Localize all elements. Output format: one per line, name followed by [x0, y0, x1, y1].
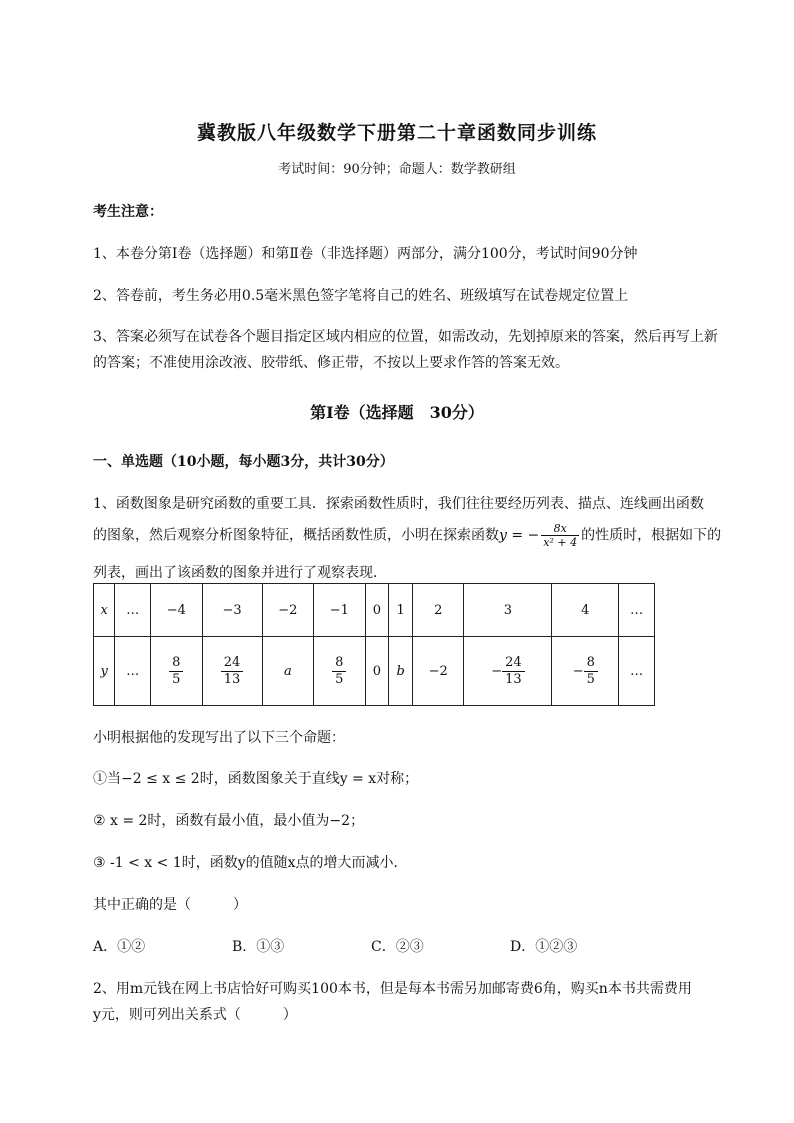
option-b[interactable]: B．①③ — [232, 939, 285, 955]
option-a[interactable]: A．①② — [93, 939, 146, 955]
table-fraction — [221, 655, 244, 688]
table-cell-x: … — [115, 584, 151, 637]
table-cell-y: … — [115, 637, 151, 706]
q1-line-2-b: 的性质时，根据如下的 — [581, 527, 722, 544]
table-fraction — [332, 655, 346, 688]
proposition-2: ② x = 2时，函数有最小值，最小值为−2； — [93, 813, 365, 829]
fraction-sign: − — [572, 663, 584, 679]
table-cell-x: 3 — [464, 584, 552, 637]
table-row-y — [94, 637, 655, 706]
fraction-numerator: 8 — [332, 655, 346, 672]
q1-ask: 其中正确的是（ ） — [93, 897, 247, 913]
fraction-denominator: 13 — [223, 671, 241, 687]
function-lhs: y = − — [499, 527, 540, 544]
table-cell-y: 0 — [365, 637, 389, 706]
table-cell-x: −4 — [151, 584, 202, 637]
fraction-sign: − — [491, 663, 503, 679]
table-fraction — [584, 655, 598, 688]
table-cell-y: −2 — [413, 637, 464, 706]
notice-item-3: 3、答案必须写在试卷各个题目指定区域内相应的位置，如需改动，先划掉原来的答案，然后再写上新 — [93, 329, 718, 345]
q1-intro: 小明根据他的发现写出了以下三个命题： — [93, 730, 345, 746]
q1-line-3: 列表，画出了该函数的图象并进行了观察表现． — [93, 565, 387, 581]
table-cell-y: b — [389, 637, 413, 706]
table-cell-x: −3 — [202, 584, 262, 637]
table-cell-y — [314, 637, 365, 706]
table-cell-x: −1 — [314, 584, 365, 637]
fraction-numerator: 24 — [221, 655, 244, 672]
table-cell-y — [552, 637, 619, 706]
q2-line-2: y元，则可列出关系式（ ） — [93, 1007, 297, 1023]
q1-line-2-a: 的图象，然后观察分析图象特征，概括函数性质，小明在探索函数 — [93, 527, 499, 544]
notice-item-2: 2、答卷前，考生务必用0.5毫米黑色签字笔将自己的姓名、班级填写在试卷规定位置上 — [93, 288, 629, 304]
function-denominator: x² + 4 — [543, 536, 578, 549]
table-cell-y — [464, 637, 552, 706]
table-cell-x: 1 — [389, 584, 413, 637]
fraction-numerator: 8 — [584, 655, 598, 672]
fraction-denominator: 5 — [335, 671, 344, 687]
part-heading: 一、单选题（10小题，每小题3分，共计30分） — [93, 454, 394, 470]
table-cell-y — [202, 637, 262, 706]
fraction-numerator: 8 — [169, 655, 183, 672]
option-c[interactable]: C．②③ — [371, 939, 424, 955]
table-cell-x: −2 — [262, 584, 313, 637]
proposition-1: ①当−2 ≤ x ≤ 2时，函数图象关于直线y = x对称； — [93, 771, 419, 787]
exam-subtitle: 考试时间：90分钟；命题人：数学教研组 — [278, 162, 516, 177]
table-cell-x: x — [94, 584, 115, 637]
table-cell-x: 2 — [413, 584, 464, 637]
fraction-numerator: 24 — [502, 655, 525, 672]
function-numerator: 8x — [541, 522, 579, 536]
exam-title: 冀教版八年级数学下册第二十章函数同步训练 — [196, 122, 597, 144]
notice-item-3-cont: 的答案；不准使用涂改液、胶带纸、修正带，不按以上要求作答的答案无效。 — [93, 355, 569, 371]
table-fraction — [169, 655, 183, 688]
fraction-denominator: 5 — [172, 671, 181, 687]
q1-line-1: 1、函数图象是研究函数的重要工具．探索函数性质时，我们往往要经历列表、描点、连线画出函数 — [93, 496, 704, 512]
table-cell-y: … — [619, 637, 655, 706]
proposition-3: ③ -1 < x < 1时，函数y的值随x点的增大而减小． — [93, 855, 408, 871]
section-title: 第Ⅰ卷（选择题 30分） — [310, 403, 484, 422]
table-cell-y — [151, 637, 202, 706]
table-cell-x: … — [619, 584, 655, 637]
table-fraction — [502, 655, 525, 688]
option-d[interactable]: D．①②③ — [510, 939, 578, 955]
table-cell-y: a — [262, 637, 313, 706]
fraction-denominator: 5 — [586, 671, 595, 687]
q1-line-2 — [93, 522, 721, 549]
notice-item-1: 1、本卷分第Ⅰ卷（选择题）和第Ⅱ卷（非选择题）两部分，满分100分，考试时间90分钟 — [93, 246, 638, 262]
fraction-denominator: 13 — [505, 671, 522, 687]
table-row-x — [94, 584, 655, 637]
value-table — [93, 583, 655, 706]
function-fraction — [541, 522, 579, 549]
table-cell-x: 4 — [552, 584, 619, 637]
table-cell-y: y — [94, 637, 115, 706]
notice-heading: 考生注意： — [93, 204, 163, 220]
table-cell-x: 0 — [365, 584, 389, 637]
q2-line-1: 2、用m元钱在网上书店恰好可购买100本书，但是每本书需另加邮寄费6角，购买n本书共需费用 — [93, 981, 692, 997]
